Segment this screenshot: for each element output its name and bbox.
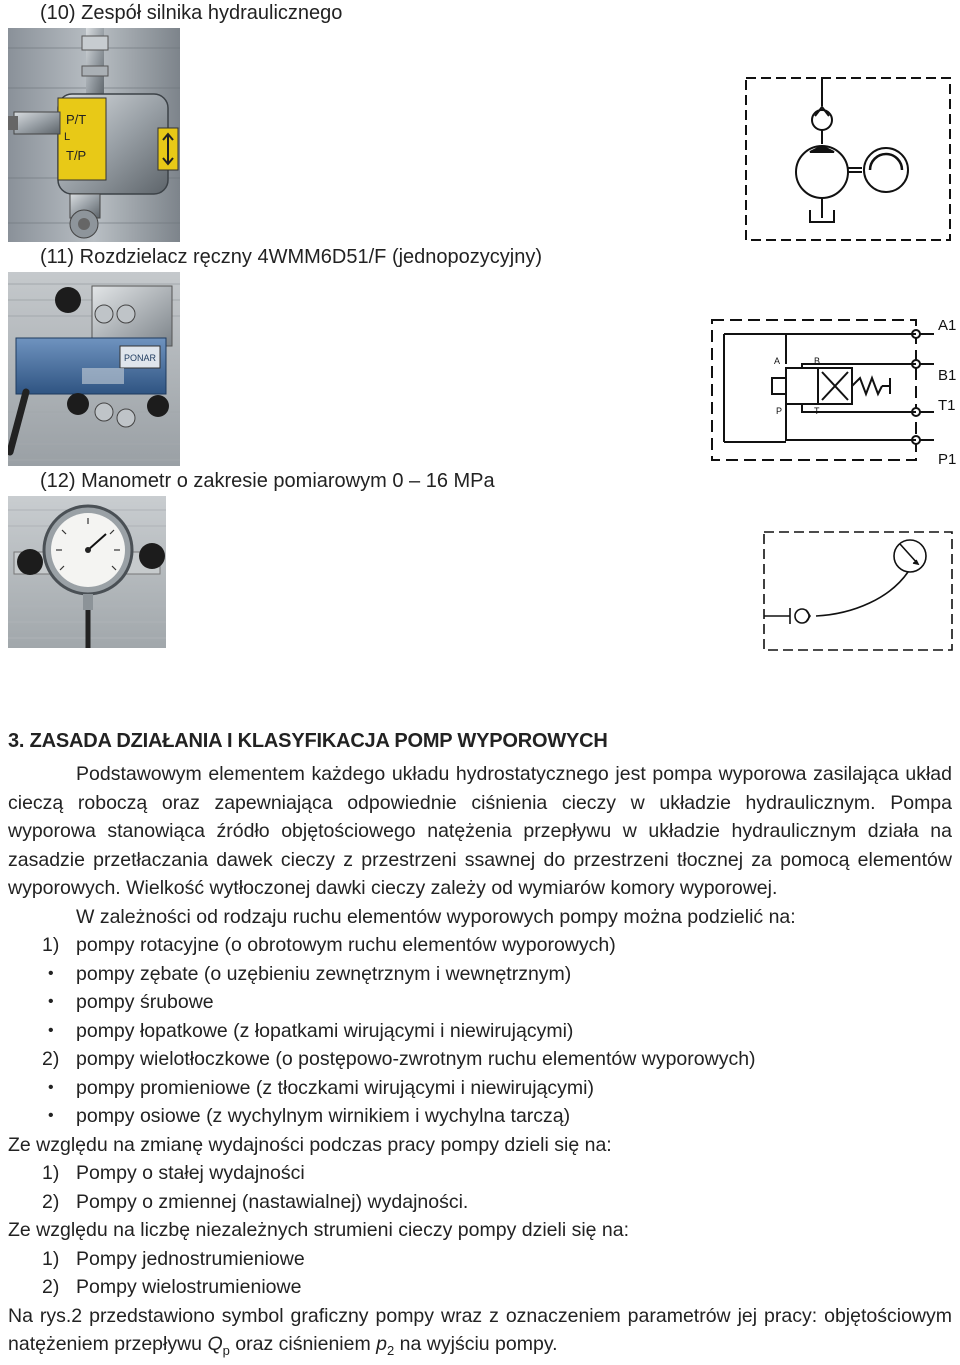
bullet-marker: •	[48, 1074, 54, 1103]
flow-symbol: Q	[207, 1333, 222, 1355]
caption-motor: (10) Zespół silnika hydraulicznego	[40, 2, 342, 25]
valve-photo	[8, 272, 180, 466]
flow-subscript: p	[223, 1343, 230, 1358]
svg-text:P/T: P/T	[66, 112, 86, 127]
list-text: pompy śrubowe	[76, 991, 214, 1013]
list-marker: 2)	[42, 1045, 59, 1074]
list-item	[8, 988, 952, 1017]
list-item	[8, 960, 952, 989]
list-item	[8, 1159, 952, 1188]
motor-photo	[8, 28, 180, 242]
valve-symbol	[706, 312, 956, 470]
streams-intro: Ze względu na liczbę niezależnych strumieni cieczy pompy dzieli się na:	[8, 1216, 952, 1245]
list-marker: 1)	[42, 1159, 59, 1188]
list-marker: 2)	[42, 1273, 59, 1302]
closing-paragraph	[8, 1302, 952, 1365]
bullet-marker: •	[48, 1102, 54, 1131]
bullet-marker: •	[48, 988, 54, 1017]
caption-gauge: (12) Manometr o zakresie pomiarowym 0 – 16 MPa	[40, 470, 495, 493]
list-item	[8, 1273, 952, 1302]
svg-text:T/P: T/P	[66, 148, 86, 163]
list-marker: 1)	[42, 931, 59, 960]
list-item	[8, 1245, 952, 1274]
list-text: pompy promieniowe (z tłoczkami wirującymi i niewirującymi)	[76, 1077, 594, 1099]
list-text: Pompy wielostrumieniowe	[76, 1276, 301, 1298]
list-text: Pompy o zmiennej (nastawialnej) wydajności.	[76, 1191, 468, 1213]
bullet-marker: •	[48, 960, 54, 989]
list-text: pompy wielotłoczkowe (o postępowo-zwrotnym ruchu elementów wyporowych)	[76, 1048, 756, 1070]
intro-paragraph: Podstawowym elementem każdego układu hydrostatycznego jest pompa wyporowa zasilająca układ cieczą roboczą oraz zapewniająca odpowiednie ciśnienia cieczy w układzie hydraulicznym. Pompa wyporowa stanowiąca źródło objętościowego natężenia przepływu w układzie hydraulicznym działa na zasadzie przetłaczania dawek cieczy z przestrzeni ssawnej do przestrzeni tłocznej za pomocą elementów wyporowych. Wielkość wytłoczonej dawki cieczy zależy od wymiarów komory wyporowej.	[8, 760, 952, 903]
gauge-symbol	[762, 530, 954, 652]
list-text: pompy osiowe (z wychylnym wirnikiem i wychylna tarczą)	[76, 1105, 570, 1127]
list-marker: 1)	[42, 1245, 59, 1274]
motor-symbol	[744, 76, 952, 242]
svg-text:B: B	[814, 356, 820, 366]
gauge-photo	[8, 496, 166, 648]
svg-text:L: L	[64, 131, 70, 143]
list-item	[8, 931, 952, 960]
list-item	[8, 1017, 952, 1046]
closing-text-c: na wyjściu pompy.	[394, 1333, 557, 1355]
list-text: Pompy o stałej wydajności	[76, 1162, 305, 1184]
motion-intro: W zależności od rodzaju ruchu elementów wyporowych pompy można podzielić na:	[8, 903, 952, 932]
svg-text:P: P	[776, 406, 782, 416]
efficiency-intro: Ze względu na zmianę wydajności podczas pracy pompy dzieli się na:	[8, 1131, 952, 1160]
closing-text-b: oraz ciśnieniem	[230, 1333, 376, 1355]
section-body	[8, 760, 952, 1365]
port-label-a1: A1	[938, 317, 956, 334]
list-text: pompy rotacyjne (o obrotowym ruchu elementów wyporowych)	[76, 934, 616, 956]
port-label-t1: T1	[938, 397, 956, 414]
list-marker: 2)	[42, 1188, 59, 1217]
pressure-symbol: p	[376, 1333, 387, 1355]
list-item	[8, 1074, 952, 1103]
list-text: Pompy jednostrumieniowe	[76, 1248, 305, 1270]
pressure-subscript: 2	[387, 1343, 394, 1358]
caption-valve: (11) Rozdzielacz ręczny 4WMM6D51/F (jednopozycyjny)	[40, 246, 542, 269]
svg-text:A: A	[774, 356, 780, 366]
list-item	[8, 1102, 952, 1131]
list-text: pompy łopatkowe (z łopatkami wirującymi i niewirującymi)	[76, 1020, 573, 1042]
closing-text-a: Na rys.2 przedstawiono symbol graficzny pompy wraz z oznaczeniem parametrów jej pracy: objętościowym natężeniem przepływu	[8, 1305, 952, 1356]
list-item	[8, 1045, 952, 1074]
port-label-p1: P1	[938, 451, 956, 468]
port-label-b1: B1	[938, 367, 956, 384]
section-heading: 3. ZASADA DZIAŁANIA I KLASYFIKACJA POMP WYPOROWYCH	[8, 730, 608, 753]
bullet-marker: •	[48, 1017, 54, 1046]
list-text: pompy zębate (o uzębieniu zewnętrznym i wewnętrznym)	[76, 963, 571, 985]
svg-text:PONAR: PONAR	[124, 353, 157, 363]
list-item	[8, 1188, 952, 1217]
svg-text:T: T	[814, 406, 820, 416]
